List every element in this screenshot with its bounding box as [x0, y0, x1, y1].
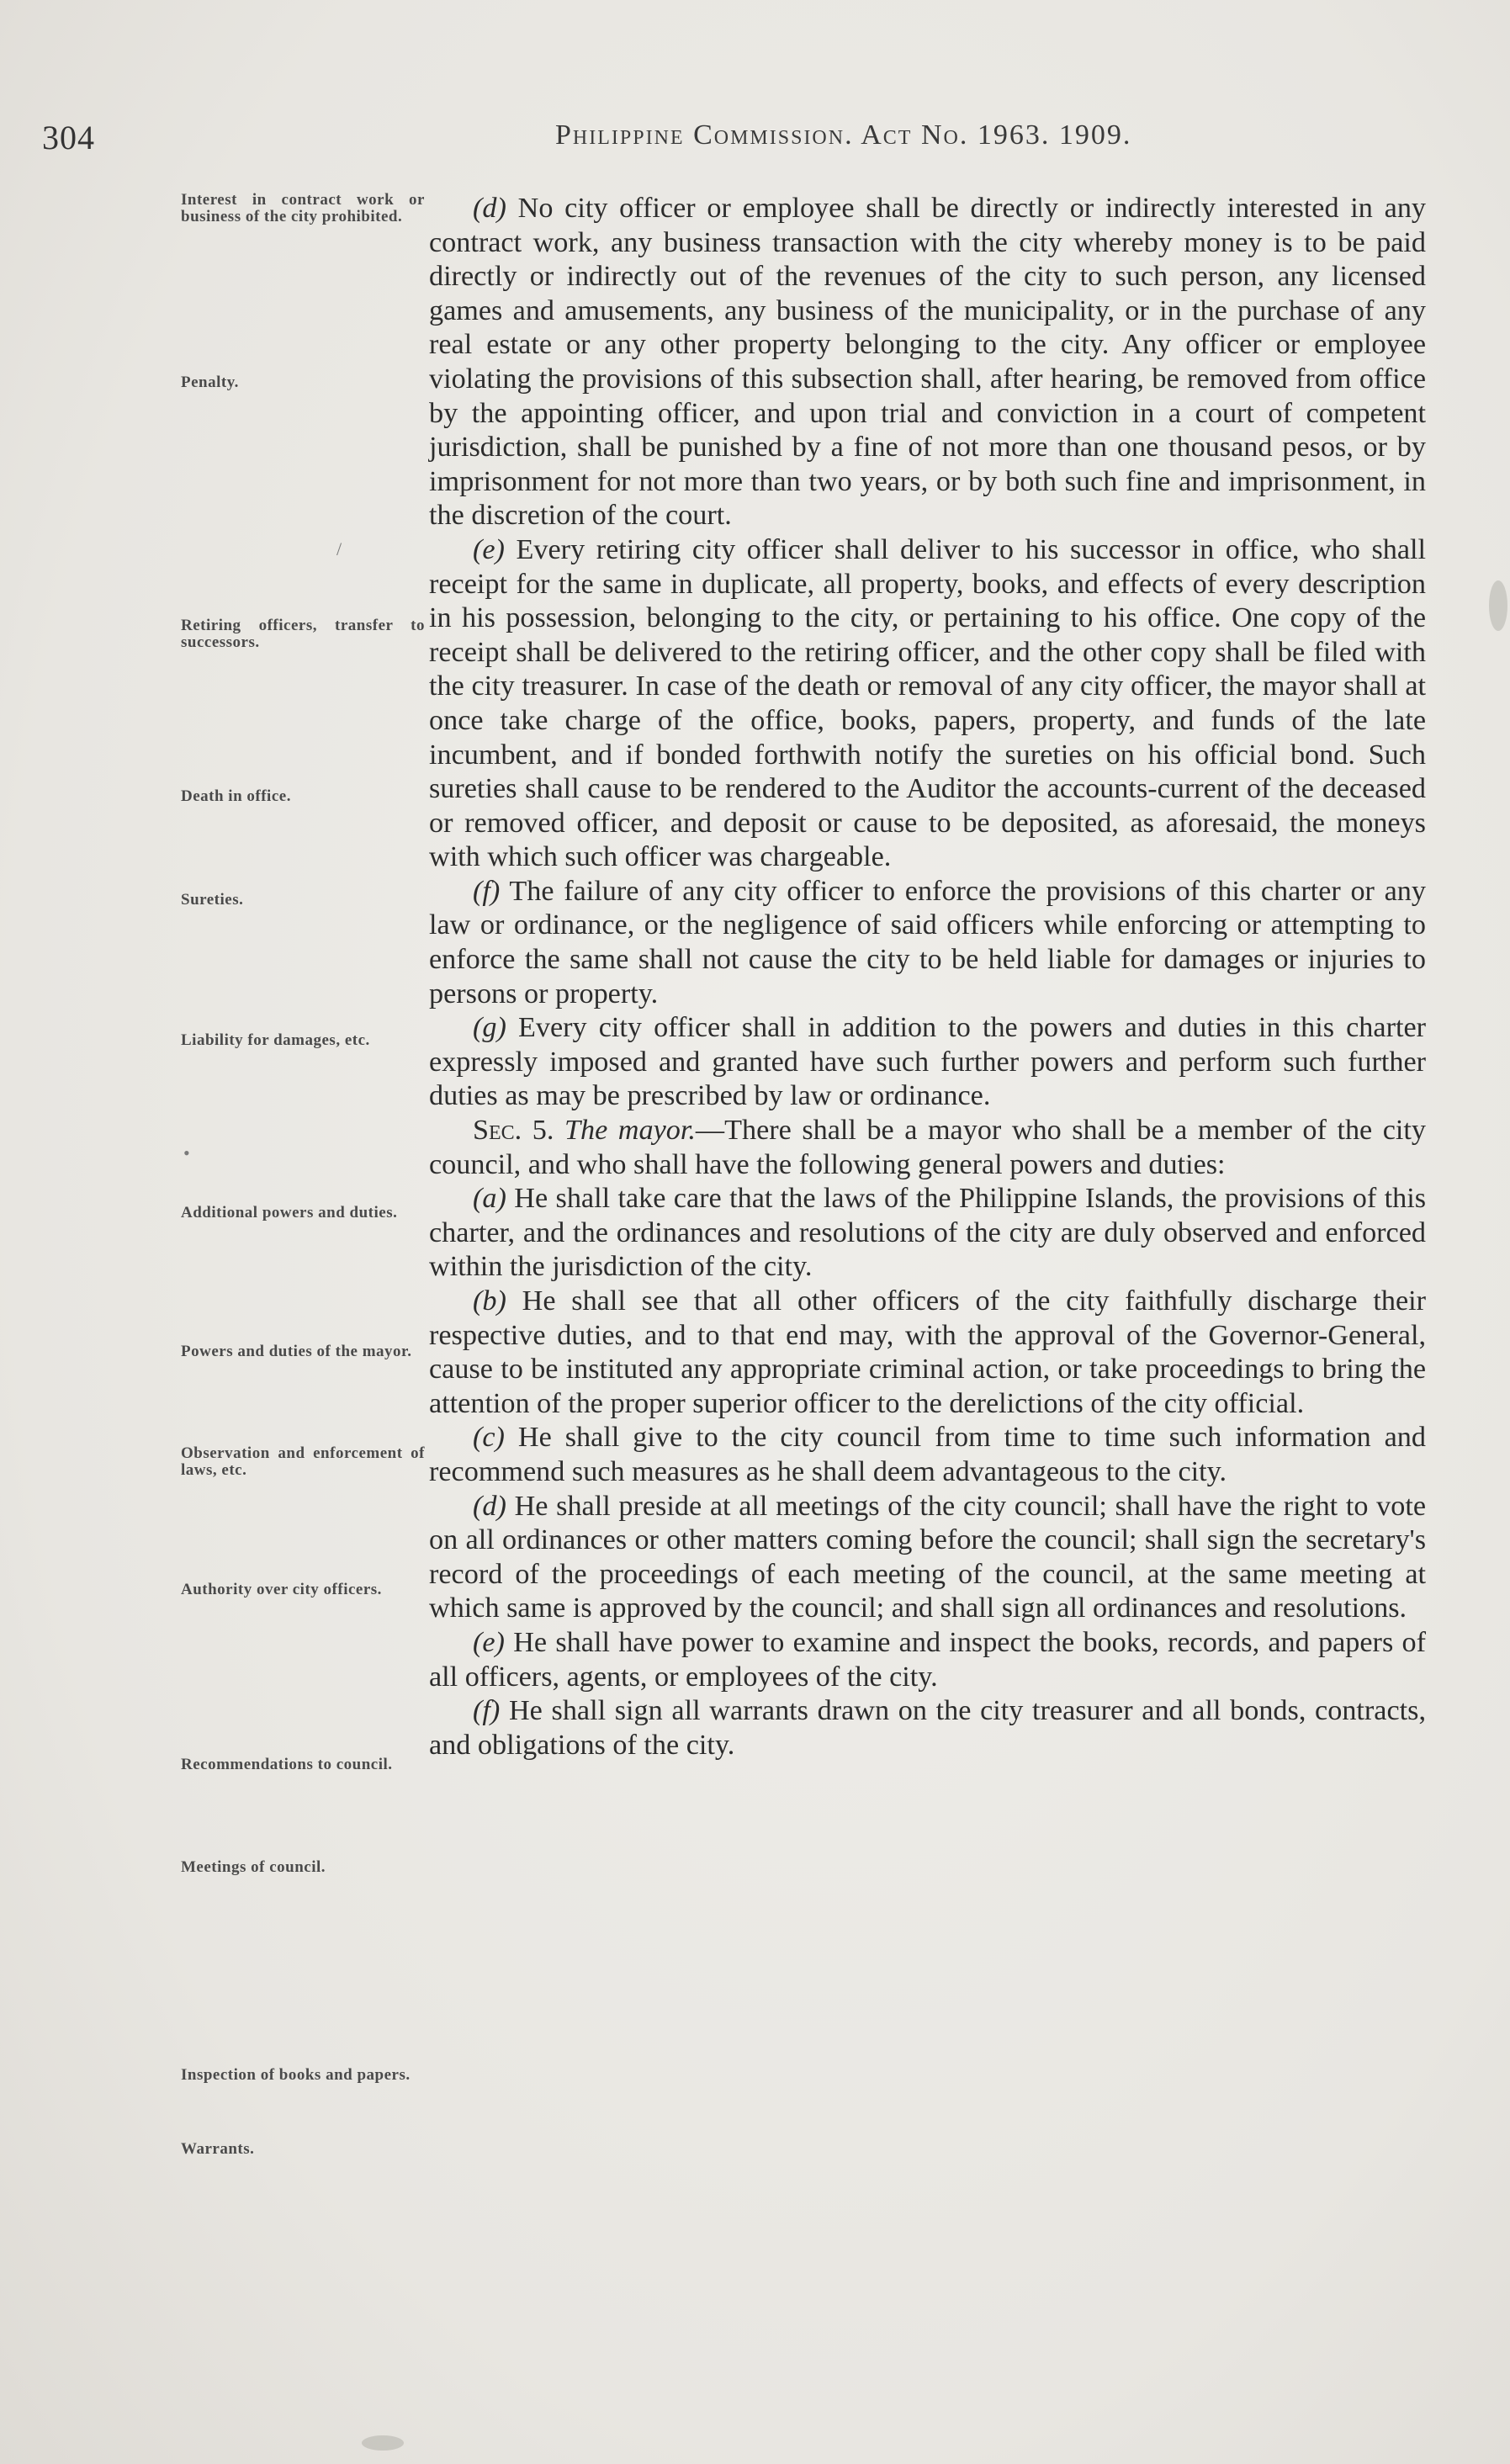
subsection-label: (f): [473, 875, 501, 907]
marginal-note: Retiring officers, transfer to successors.: [181, 617, 425, 651]
body-text: [429, 192, 1426, 1762]
paragraph-text: He shall preside at all meetings of the city council; shall have the right to vote on all ordinances or other matters coming before the council; shall sign the secretary's record of the proceedings of each meeting of the council, at the same meeting at which same is approved by the council; and shall sign all ordinances and resolutions.: [429, 1490, 1427, 1624]
paragraph-text: Every city officer shall in addition to the powers and duties in this charter expressly imposed and granted have such further powers and perform such further duties as may be prescribed by law or ordinance.: [429, 1012, 1427, 1112]
subsection-label: (e): [473, 1626, 505, 1658]
paragraph-text: He shall see that all other officers of the city faithfully discharge their respective duties, and to that end may, with the approval of the Governor-General, cause to be instituted any appropriate criminal action, or take proceedings to bring the attention of the proper superior officer to the derelictions of the city official.: [429, 1285, 1427, 1419]
scan-speck: /: [336, 538, 342, 559]
paragraph-5d: [429, 1490, 1426, 1626]
subsection-label: (d): [473, 193, 506, 224]
paragraph-text: There shall be a mayor who shall be a member of the city council, and who shall have the following general powers and duties:: [429, 1115, 1427, 1180]
subsection-label: (f): [473, 1695, 501, 1727]
paragraph-5e: [429, 1626, 1426, 1694]
marginal-note: Recommendations to council.: [181, 1756, 393, 1773]
marginal-note: Powers and duties of the mayor.: [181, 1343, 412, 1360]
paragraph-text: The failure of any city officer to enforce the provisions of this charter or any law or ordinance, or the negligence of said officers while enforcing or attempting to enforce the same shall not cause the city to be held liable for damages or injuries to persons or property.: [429, 875, 1426, 1009]
running-head: Philippine Commission. Act No. 1963. 1909.: [555, 119, 1132, 151]
marginal-note: Warrants.: [181, 2140, 255, 2158]
marginal-note: Penalty.: [181, 374, 239, 391]
paragraph-5b: [429, 1285, 1426, 1421]
paragraph-5f: [429, 1694, 1426, 1762]
marginal-note: Observation and enforcement of laws, etc.: [181, 1444, 425, 1479]
marginal-note: Interest in contract work or business of the city prohibited.: [181, 191, 425, 225]
subsection-label: (g): [473, 1012, 506, 1044]
section-5-heading: Sec. 5. The mayor.—There shall be a mayor who shall be a member of the city council, and who shall have the following general powers and duties:: [429, 1115, 1427, 1180]
marginal-note: Meetings of council.: [181, 1858, 326, 1876]
page-number: 304: [42, 119, 95, 156]
paragraph-text: He shall give to the city council from time to time such information and recommend such measures as he shall deem advantageous to the city.: [429, 1422, 1426, 1487]
paragraph-text: He shall take care that the laws of the Philippine Islands, the provisions of this charter, and the ordinances and resolutions of the city are duly observed and enforced within the jurisdiction of the city.: [429, 1183, 1426, 1283]
scan-smudge: [1489, 580, 1507, 631]
paragraph-text: No city officer or employee shall be directly or indirectly interested in any contract work, any business transaction with the city whereby money is to be paid directly or indirectly out of the revenues of the city to such person, any licensed games and amusements, any business of the municipality, or in the purchase of any real estate or any other property belonging to the city. Any officer or employee violating the provisions of this subsection shall, after hearing, be removed from office by the appointing officer, and upon trial and conviction in a court of competent jurisdiction, shall be punished by a fine of not more than one thousand pesos, or by imprisonment for not more than two years, or by both such fine and imprisonment, in the discretion of the court.: [429, 193, 1427, 532]
paragraph-text: He shall sign all warrants drawn on the city treasurer and all bonds, contracts, and obligations of the city.: [429, 1695, 1426, 1761]
subsection-label: (e): [473, 533, 505, 565]
marginal-note: Additional powers and duties.: [181, 1204, 398, 1221]
marginal-note: Liability for damages, etc.: [181, 1031, 370, 1049]
paragraph-4f: [429, 875, 1426, 1011]
subsection-label: (a): [473, 1183, 506, 1215]
paragraph-4d: [429, 192, 1426, 533]
subsection-label: (b): [473, 1285, 506, 1317]
marginal-note: Authority over city officers.: [181, 1581, 382, 1598]
paragraph-text: He shall have power to examine and inspect the books, records, and papers of all officers, agents, or employees of the city.: [429, 1626, 1426, 1693]
scan-smudge: [362, 2435, 404, 2451]
section-title: The mayor.: [564, 1115, 696, 1147]
paragraph-text: Every retiring city officer shall deliver to his successor in office, who shall receipt for the same in duplicate, all property, books, and effects of every description in his possession, belonging to the city, or pertaining to his office. One copy of the receipt shall be delivered to the retiring officer, and the other copy shall be filed with the city treasurer. In case of the death or removal of any city officer, the mayor shall at once take charge of the office, books, papers, property, and funds of the late incumbent, and if bonded forthwith notify the sureties on his official bond. Such sureties shall cause to be rendered to the Auditor the accounts-current of the deceased or removed officer, and deposit or cause to be deposited, as aforesaid, the moneys with which such officer was chargeable.: [429, 533, 1427, 873]
marginal-note: Inspection of books and papers.: [181, 2066, 411, 2084]
scan-speck: •: [183, 1142, 190, 1163]
marginal-note: Sureties.: [181, 891, 244, 909]
section-label: Sec. 5.: [473, 1115, 554, 1147]
paragraph-4e: [429, 533, 1426, 875]
paragraph-4g: [429, 1011, 1426, 1114]
paragraph-5c: [429, 1421, 1426, 1489]
paragraph-5a: [429, 1182, 1426, 1285]
marginal-note: Death in office.: [181, 787, 291, 805]
subsection-label: (c): [473, 1422, 505, 1454]
subsection-label: (d): [473, 1490, 506, 1522]
